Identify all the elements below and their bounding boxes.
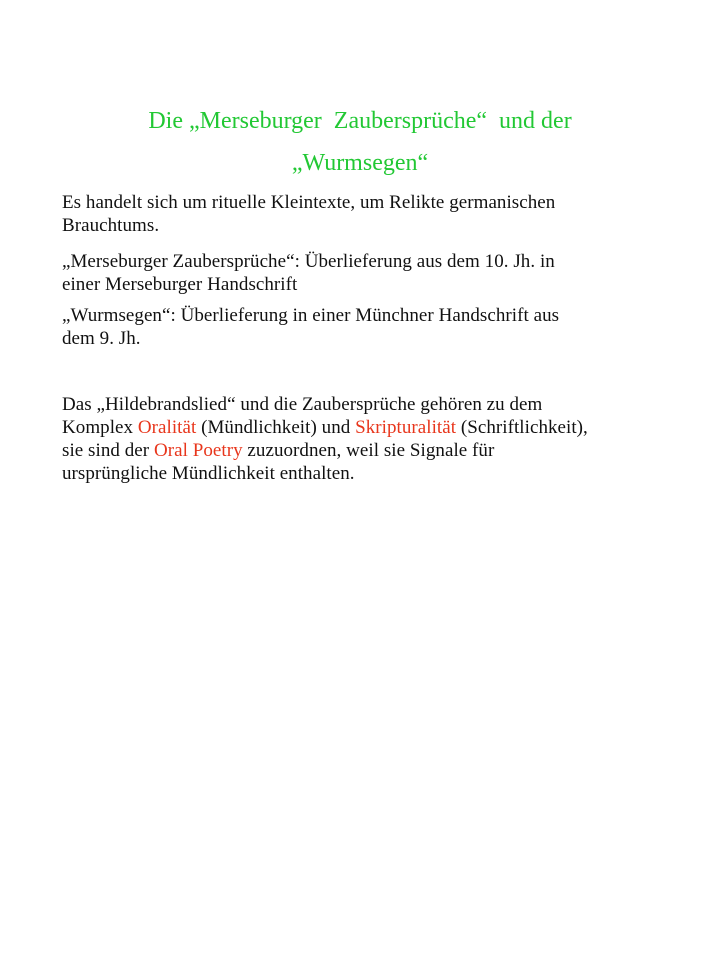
paragraph-line: dem 9. Jh. bbox=[62, 328, 141, 349]
page-title bbox=[60, 100, 660, 184]
title-line-1: Die „Merseburger Zaubersprüche“ und der bbox=[148, 108, 572, 134]
paragraph-line bbox=[62, 439, 682, 462]
highlight-term-oralitaet: Oralität bbox=[137, 417, 197, 438]
paragraph-ritual-texts bbox=[62, 191, 682, 237]
paragraph-line: „Wurmsegen“: Überlieferung in einer Münchner Handschrift aus bbox=[62, 305, 560, 326]
paragraph-line: Es handelt sich um rituelle Kleintexte, um Relikte germanischen bbox=[62, 192, 556, 213]
paragraph-line: ursprüngliche Mündlichkeit enthalten. bbox=[62, 463, 355, 484]
paragraph-line bbox=[62, 416, 682, 439]
paragraph-merseburger bbox=[62, 250, 682, 296]
text-segment: zuzuordnen, weil sie Signale für bbox=[242, 440, 495, 461]
text-segment: (Mündlichkeit) und bbox=[196, 417, 356, 438]
paragraph-orality bbox=[62, 393, 682, 485]
paragraph-line: Das „Hildebrandslied“ und die Zaubersprüche gehören zu dem bbox=[62, 394, 543, 415]
paragraph-line: Brauchtums. bbox=[62, 215, 160, 236]
title-line-2: „Wurmsegen“ bbox=[291, 150, 429, 176]
highlight-term-oral-poetry: Oral Poetry bbox=[153, 440, 243, 461]
paragraph-wurmsegen bbox=[62, 304, 682, 350]
text-segment: Komplex bbox=[62, 417, 138, 438]
paragraph-line: einer Merseburger Handschrift bbox=[62, 274, 298, 295]
text-segment: sie sind der bbox=[62, 440, 154, 461]
text-segment: (Schriftlichkeit), bbox=[456, 417, 588, 438]
highlight-term-skripturalitaet: Skripturalität bbox=[355, 417, 457, 438]
paragraph-line: „Merseburger Zaubersprüche“: Überlieferung aus dem 10. Jh. in bbox=[62, 251, 555, 272]
